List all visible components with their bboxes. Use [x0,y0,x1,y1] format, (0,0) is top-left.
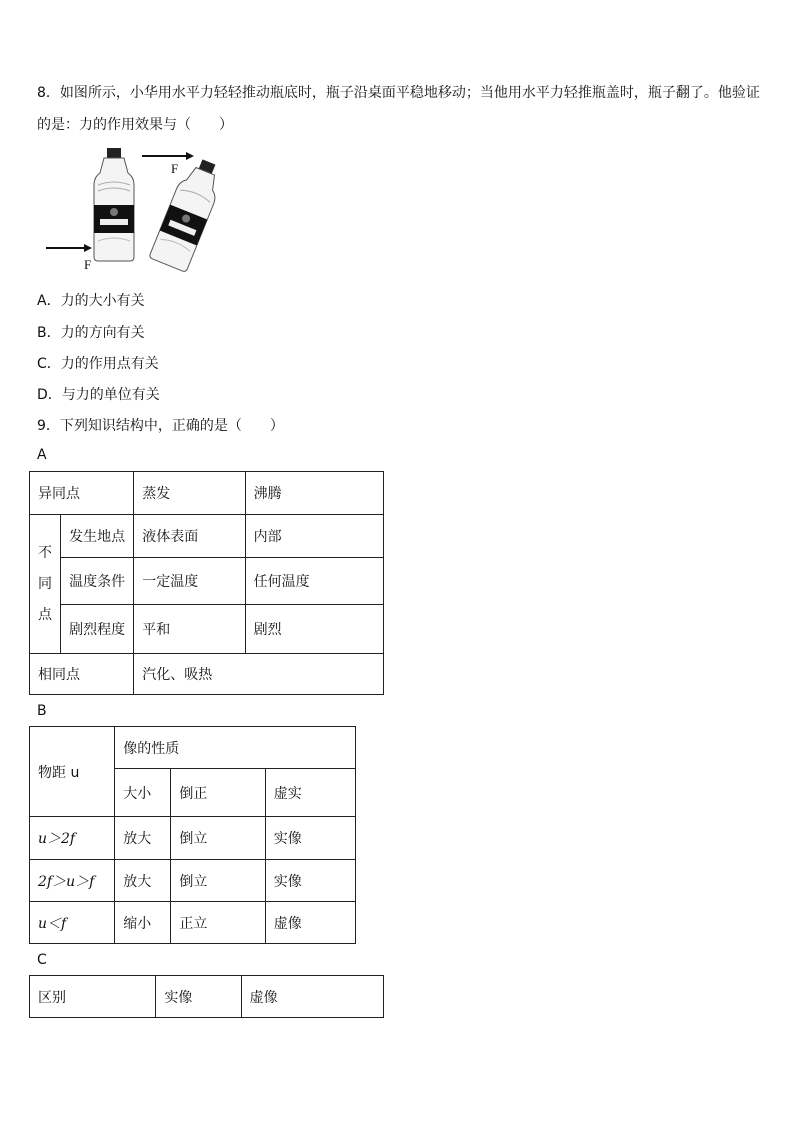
table-cell: 剧烈程度 [61,605,134,654]
table-cell: u＞2f [30,817,115,860]
table-cell: 倒立 [171,860,265,902]
option-d: D．与力的单位有关 [37,387,160,403]
table-cell: 倒正 [171,769,265,817]
table-cell: 异同点 [30,472,134,515]
table-c-label: C [37,952,47,968]
table-cell: 实像 [265,817,355,860]
table-a-label: A [37,447,47,463]
table-cell: u＜f [30,902,115,944]
table-cell: 虚实 [265,769,355,817]
option-a: A．力的大小有关 [37,293,145,309]
upright-bottle [94,148,134,261]
option-c: C．力的作用点有关 [37,356,159,372]
table-cell: 像的性质 [115,727,356,769]
table-cell: 汽化、吸热 [134,654,384,695]
force-label-top: F [171,161,179,176]
group-label-cell [30,515,61,654]
table-cell: 温度条件 [61,558,134,605]
table-b [29,726,356,944]
table-cell: 2f＞u＞f [30,860,115,902]
force-label-bottom: F [84,257,92,272]
group-label: 不同点 [38,544,52,623]
bottle-push-figure [40,145,230,275]
question-9-text: 9．下列知识结构中，正确的是（ ） [37,418,284,434]
table-cell: 平和 [134,605,245,654]
table-cell: 缩小 [115,902,171,944]
table-a [29,471,384,695]
table-cell: 沸腾 [245,472,383,515]
table-cell: 实像 [156,976,241,1018]
table-cell: 蒸发 [134,472,245,515]
table-cell: 任何温度 [245,558,383,605]
question-8-text-line2: 的是：力的作用效果与（ ） [37,117,233,133]
table-cell: 虚像 [241,976,383,1018]
table-cell: 物距 u [30,727,115,817]
table-cell: 内部 [245,515,383,558]
tilted-bottle [149,154,228,272]
question-8-text-line1: 8．如图所示，小华用水平力轻轻推动瓶底时，瓶子沿桌面平稳地移动；当他用水平力轻推瓶盖时，瓶子翻了。他验证 [37,85,760,101]
table-c [29,975,384,1018]
table-cell: 正立 [171,902,265,944]
table-cell: 实像 [265,860,355,902]
table-b-label: B [37,703,47,719]
table-cell: 虚像 [265,902,355,944]
table-cell: 相同点 [30,654,134,695]
table-cell: 发生地点 [61,515,134,558]
table-cell: 放大 [115,817,171,860]
table-cell: 倒立 [171,817,265,860]
table-cell: 一定温度 [134,558,245,605]
table-cell: 大小 [115,769,171,817]
option-b: B．力的方向有关 [37,325,145,341]
table-cell: 剧烈 [245,605,383,654]
table-cell: 区别 [30,976,156,1018]
table-cell: 液体表面 [134,515,245,558]
table-cell: 放大 [115,860,171,902]
